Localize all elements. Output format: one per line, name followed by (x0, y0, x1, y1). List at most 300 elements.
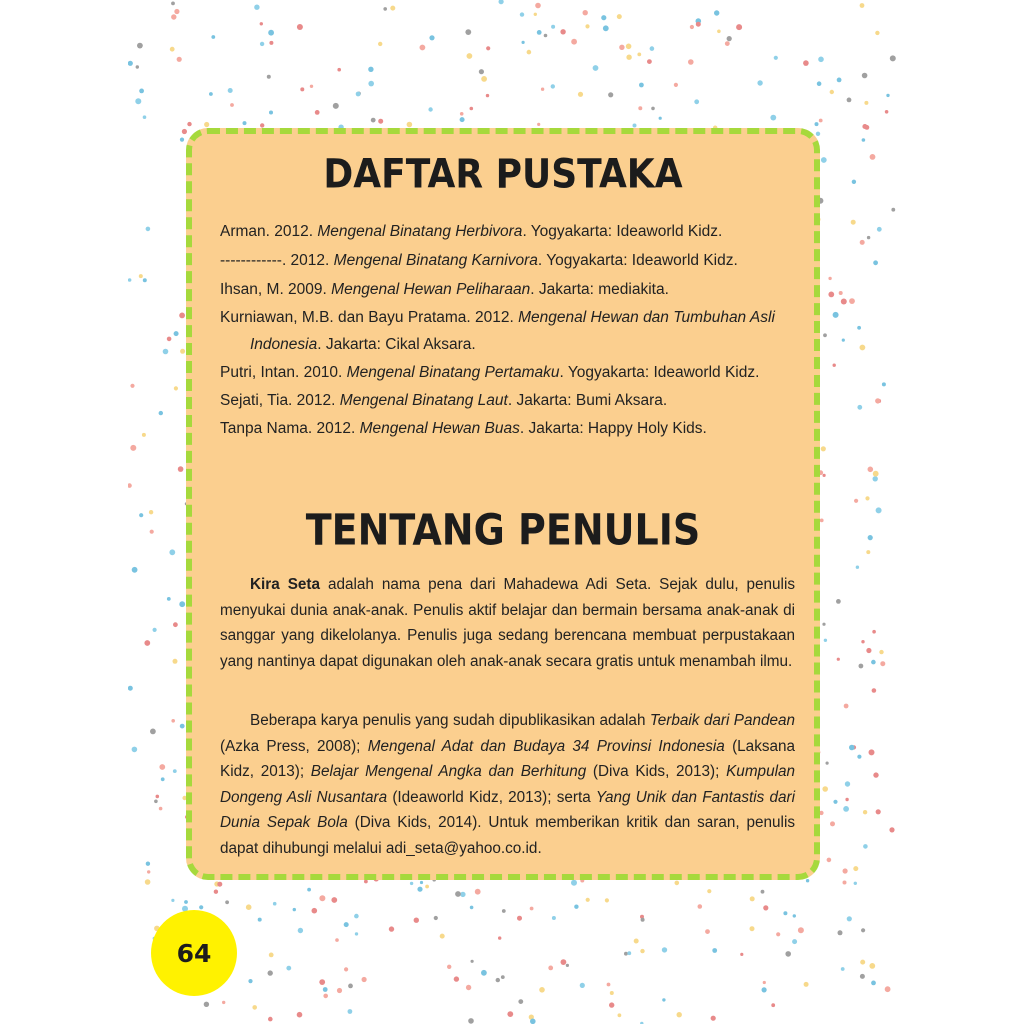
confetti-dot (877, 227, 882, 232)
confetti-dot (803, 60, 809, 66)
confetti-dot (857, 326, 861, 330)
confetti-dot (269, 111, 273, 115)
confetti-dot (537, 123, 540, 126)
confetti-dot (159, 411, 163, 415)
confetti-dot (677, 1012, 682, 1017)
confetti-dot (861, 928, 865, 932)
confetti-dot (872, 688, 877, 693)
confetti-dot (460, 112, 464, 116)
confetti-dot (460, 892, 465, 897)
confetti-dot (530, 907, 534, 911)
confetti-dot (246, 904, 252, 910)
confetti-dot (171, 719, 175, 723)
confetti-dot (260, 22, 263, 25)
confetti-dot (136, 65, 139, 68)
confetti-dot (818, 57, 824, 63)
confetti-dot (890, 55, 896, 61)
confetti-dot (222, 1001, 225, 1004)
confetti-dot (378, 119, 383, 124)
confetti-dot (298, 928, 303, 933)
confetti-dot (757, 80, 762, 85)
author-name: Kira Seta (250, 576, 321, 593)
bibliography-entry: Arman. 2012. Mengenal Binatang Herbivora. Yogyakarta: Ideaworld Kidz. (220, 223, 723, 240)
confetti-dot (868, 467, 874, 473)
confetti-dot (714, 10, 719, 15)
confetti-dot (378, 42, 382, 46)
confetti-dot (179, 313, 185, 319)
confetti-dot (267, 75, 271, 79)
confetti-dot (132, 747, 138, 753)
confetti-dot (143, 278, 147, 282)
confetti-dot (268, 1017, 273, 1022)
confetti-dot (323, 994, 328, 999)
confetti-dot (307, 888, 311, 892)
confetti-dot (885, 986, 891, 992)
confetti-dot (184, 900, 188, 904)
confetti-dot (143, 115, 147, 119)
confetti-dot (337, 988, 342, 993)
confetti-dot (499, 0, 504, 4)
confetti-dot (179, 601, 185, 607)
confetti-dot (804, 982, 809, 987)
confetti-dot (861, 640, 864, 643)
confetti-dot (827, 858, 832, 863)
confetti-dot (862, 138, 866, 142)
confetti-dot (337, 68, 341, 72)
confetti-dot (851, 220, 856, 225)
confetti-dot (823, 333, 827, 337)
confetti-dot (865, 496, 869, 500)
confetti-dot (260, 42, 264, 46)
confetti-dot (880, 661, 885, 666)
confetti-dot (860, 240, 865, 245)
confetti-dot (214, 890, 218, 894)
confetti-dot (845, 798, 848, 801)
confetti-dot (323, 987, 328, 992)
confetti-dot (146, 227, 151, 232)
confetti-dot (862, 124, 867, 129)
confetti-dot (142, 433, 146, 437)
confetti-dot (740, 953, 743, 956)
confetti-dot (651, 107, 655, 111)
confetti-dot (154, 800, 158, 804)
confetti-dot (173, 622, 178, 627)
confetti-dot (258, 918, 262, 922)
confetti-dot (171, 899, 174, 902)
confetti-dot (481, 970, 487, 976)
confetti-dot (871, 660, 876, 665)
confetti-dot (792, 939, 797, 944)
confetti-dot (174, 331, 179, 336)
confetti-dot (856, 566, 859, 569)
confetti-dot (860, 3, 865, 8)
confetti-dot (822, 786, 828, 792)
confetti-dot (873, 772, 878, 777)
confetti-dot (806, 879, 809, 882)
confetti-dot (843, 806, 849, 812)
confetti-dot (837, 78, 842, 83)
confetti-dot (344, 967, 348, 971)
confetti-dot (178, 466, 184, 472)
confetti-dot (434, 916, 438, 920)
confetti-dot (420, 881, 423, 884)
confetti-dot (854, 499, 858, 503)
confetti-dot (857, 755, 861, 759)
confetti-dot (362, 977, 367, 982)
confetti-dot (566, 964, 569, 967)
confetti-dot (248, 979, 252, 983)
confetti-dot (833, 800, 837, 804)
confetti-dot (608, 92, 613, 97)
confetti-dot (776, 932, 780, 936)
confetti-dot (551, 84, 555, 88)
confetti-dot (793, 914, 796, 917)
confetti-dot (355, 932, 358, 935)
bibliography-entry: Sejati, Tia. 2012. Mengenal Binatang Laut. Jakarta: Bumi Aksara. (220, 392, 668, 409)
confetti-dot (204, 1002, 209, 1007)
confetti-dot (601, 15, 606, 20)
confetti-dot (842, 339, 845, 342)
confetti-dot (639, 83, 644, 88)
confetti-dot (619, 45, 624, 50)
confetti-dot (844, 704, 849, 709)
confetti-dot (641, 918, 645, 922)
about-paragraph-1: Kira Seta adalah nama pena dari Mahadewa Adi Seta. Sejak dulu, penulis menyukai dunia anak-anak. Penulis aktif belajar dan bermain bersama anak-anak di sanggar yang dikelolanya. Penulis juga sedang berencana membuat perpustakaan yang nantinya dapat digunakan oleh anak-anak secara gratis untuk menambah ilmu. (220, 576, 795, 670)
confetti-dot (617, 14, 622, 19)
confetti-dot (128, 61, 133, 66)
confetti-dot (180, 349, 185, 354)
confetti-dot (886, 94, 889, 97)
confetti-dot (159, 807, 163, 811)
confetti-dot (467, 53, 473, 59)
confetti-dot (638, 106, 642, 110)
confetti-dot (762, 987, 767, 992)
bibliography-entry: Kurniawan, M.B. dan Bayu Pratama. 2012. Mengenal Hewan dan Tumbuhan Asli Indonesia. Jakarta: Cikal Aksara. (220, 309, 775, 353)
confetti-dot (354, 914, 359, 919)
confetti-dot (761, 890, 765, 894)
confetti-dot (727, 36, 732, 41)
confetti-dot (605, 898, 609, 902)
confetti-dot (364, 880, 368, 884)
confetti-dot (410, 882, 413, 885)
confetti-dot (626, 55, 631, 60)
confetti-dot (868, 535, 873, 540)
confetti-dot (170, 47, 175, 52)
confetti-dot (821, 157, 827, 163)
confetti-dot (891, 208, 895, 212)
confetti-dot (479, 69, 484, 74)
confetti-dot (128, 686, 133, 691)
confetti-dot (866, 550, 870, 554)
confetti-dot (535, 3, 541, 9)
confetti-dot (383, 7, 387, 11)
confetti-dot (783, 911, 787, 915)
confetti-dot (873, 476, 878, 481)
confetti-dot (496, 978, 500, 982)
confetti-dot (711, 1016, 716, 1021)
confetti-dot (627, 951, 631, 955)
confetti-dot (736, 24, 742, 30)
confetti-dot (852, 180, 856, 184)
confetti-dot (447, 965, 451, 969)
confetti-dot (586, 898, 590, 902)
confetti-dot (468, 1018, 474, 1024)
confetti-dot (618, 1013, 622, 1017)
confetti-dot (843, 881, 847, 885)
confetti-dot (254, 5, 259, 10)
confetti-dot (149, 510, 153, 514)
confetti-dot (821, 446, 826, 451)
confetti-dot (390, 6, 395, 11)
confetti-dot (574, 905, 578, 909)
confetti-dot (161, 777, 165, 781)
confetti-dot (633, 124, 637, 128)
confetti-dot (310, 85, 313, 88)
confetti-dot (137, 43, 143, 49)
confetti-dot (864, 101, 868, 105)
confetti-dot (466, 985, 471, 990)
confetti-dot (465, 29, 471, 35)
confetti-dot (854, 882, 857, 885)
confetti-dot (315, 110, 320, 115)
confetti-dot (344, 922, 349, 927)
confetti-dot (871, 981, 876, 986)
confetti-dot (517, 916, 522, 921)
confetti-dot (132, 567, 138, 573)
confetti-dot (725, 41, 730, 46)
confetti-dot (356, 92, 361, 97)
confetti-dot (159, 764, 165, 770)
confetti-dot (833, 312, 839, 318)
confetti-dot (603, 25, 609, 31)
confetti-dot (583, 10, 588, 15)
confetti-dot (647, 59, 652, 64)
confetti-dot (319, 895, 325, 901)
confetti-dot (507, 1011, 513, 1017)
confetti-dot (816, 132, 820, 136)
confetti-dot (857, 405, 862, 410)
confetti-dot (610, 991, 614, 995)
confetti-dot (163, 349, 169, 355)
confetti-dot (335, 938, 339, 942)
confetti-dot (537, 30, 542, 35)
confetti-dot (428, 107, 432, 111)
confetti-dot (209, 92, 213, 96)
confetti-dot (217, 882, 222, 887)
confetti-dot (882, 382, 886, 386)
confetti-dot (859, 664, 864, 669)
confetti-dot (833, 364, 836, 367)
confetti-dot (822, 623, 825, 626)
confetti-dot (824, 639, 827, 642)
confetti-dot (688, 59, 694, 65)
confetti-dot (534, 13, 537, 16)
about-paragraph-2: Beberapa karya penulis yang sudah dipublikasikan adalah Terbaik dari Pandean (Azka Press, 2008); Mengenal Adat dan Budaya 34 Provinsi Indonesia (Laksana Kidz, 2013); Belajar Mengenal Angka dan Berhitung (Diva Kids, 2013); Kumpulan Dongeng Asli Nusantara (Ideaworld Kidz, 2013); serta Yang Unik dan Fantastis dari Dunia Sepak Bola (Diva Kids, 2014). Untuk memberikan kritik dan saran, penulis dapat dihubungi melalui adi_seta@yahoo.co.id. (220, 712, 796, 857)
confetti-dot (348, 1009, 353, 1014)
confetti-dot (268, 970, 273, 975)
confetti-dot (541, 88, 544, 91)
confetti-dot (626, 44, 632, 50)
confetti-dot (169, 549, 175, 555)
confetti-dot (771, 1003, 775, 1007)
confetti-dot (862, 73, 868, 79)
about-author-heading: TENTANG PENULIS (305, 505, 701, 555)
confetti-dot (551, 25, 555, 29)
confetti-dot (624, 952, 628, 956)
confetti-dot (841, 967, 845, 971)
confetti-dot (368, 81, 374, 87)
confetti-dot (420, 45, 426, 51)
confetti-dot (830, 821, 835, 826)
confetti-dot (552, 916, 556, 920)
confetti-dot (144, 640, 150, 646)
confetti-dot (561, 959, 567, 965)
confetti-dot (836, 599, 841, 604)
confetti-dot (873, 471, 879, 477)
bibliography-entry: ------------. 2012. Mengenal Binatang Karnivora. Yogyakarta: Ideaworld Kidz. (220, 252, 738, 269)
confetti-dot (889, 827, 894, 832)
confetti-dot (876, 507, 882, 513)
confetti-dot (675, 881, 680, 886)
confetti-dot (389, 926, 394, 931)
confetti-dot (153, 628, 157, 632)
confetti-dot (187, 122, 191, 126)
confetti-dot (815, 122, 819, 126)
confetti-dot (429, 35, 434, 40)
confetti-dot (520, 12, 524, 16)
confetti-dot (486, 46, 490, 50)
bibliography-entry: Tanpa Nama. 2012. Mengenal Hewan Buas. Jakarta: Happy Holy Kids. (220, 420, 707, 437)
confetti-dot (470, 906, 474, 910)
confetti-dot (260, 123, 264, 127)
confetti-dot (659, 117, 662, 120)
confetti-dot (228, 88, 233, 93)
confetti-dot (869, 963, 875, 969)
confetti-dot (522, 41, 525, 44)
confetti-dot (637, 53, 641, 57)
confetti-dot (417, 887, 422, 892)
confetti-dot (694, 99, 699, 104)
confetti-dot (180, 724, 185, 729)
confetti-dot (571, 880, 577, 886)
confetti-dot (674, 83, 678, 87)
confetti-dot (819, 119, 823, 123)
confetti-dot (269, 953, 274, 958)
confetti-dot (182, 129, 187, 134)
confetti-dot (634, 939, 639, 944)
confetti-dot (475, 889, 481, 895)
confetti-dot (331, 897, 337, 903)
confetti-dot (139, 513, 143, 517)
confetti-dot (530, 1019, 536, 1024)
confetti-dot (607, 983, 611, 987)
confetti-dot (585, 24, 589, 28)
confetti-dot (167, 337, 172, 342)
confetti-dot (853, 866, 858, 871)
confetti-dot (204, 122, 209, 127)
confetti-dot (593, 65, 599, 71)
confetti-dot (269, 41, 273, 45)
confetti-dot (414, 918, 419, 923)
confetti-dot (867, 236, 870, 239)
confetti-dot (866, 648, 871, 653)
confetti-dot (454, 976, 459, 981)
confetti-dot (486, 94, 489, 97)
confetti-dot (750, 926, 755, 931)
confetti-dot (696, 22, 701, 27)
confetti-dot (837, 658, 840, 661)
confetti-dot (872, 630, 876, 634)
confetti-dot (560, 29, 565, 34)
confetti-dot (297, 24, 303, 30)
confetti-dot (662, 998, 665, 1001)
bibliography-heading: DAFTAR PUSTAKA (323, 151, 683, 198)
confetti-dot (823, 474, 826, 477)
confetti-dot (774, 56, 778, 60)
confetti-dot (885, 110, 889, 114)
confetti-dot (460, 117, 465, 122)
confetti-dot (578, 92, 583, 97)
confetti-dot (763, 981, 766, 984)
confetti-dot (135, 98, 141, 104)
confetti-dot (838, 930, 843, 935)
confetti-dot (286, 966, 291, 971)
confetti-dot (312, 908, 318, 914)
confetti-dot (662, 947, 667, 952)
confetti-dot (640, 949, 644, 953)
confetti-dot (817, 81, 822, 86)
confetti-dot (293, 908, 296, 911)
confetti-dot (174, 9, 179, 14)
confetti-dot (502, 909, 506, 913)
confetti-dot (440, 934, 445, 939)
confetti-dot (847, 916, 852, 921)
confetti-dot (544, 34, 548, 38)
confetti-dot (548, 966, 553, 971)
confetti-dot (847, 98, 852, 103)
confetti-dot (518, 999, 523, 1004)
confetti-dot (498, 936, 501, 939)
confetti-dot (527, 50, 532, 55)
confetti-dot (609, 1002, 614, 1007)
confetti-dot (839, 291, 843, 295)
confetti-dot (705, 929, 710, 934)
confetti-dot (128, 483, 132, 488)
confetti-dot (333, 103, 339, 109)
confetti-dot (763, 905, 768, 910)
confetti-dot (225, 900, 229, 904)
confetti-dot (826, 762, 829, 765)
confetti-dot (471, 960, 474, 963)
confetti-dot (130, 445, 136, 451)
confetti-dot (712, 948, 717, 953)
confetti-dot (455, 891, 461, 897)
confetti-dot (580, 983, 585, 988)
confetti-dot (875, 31, 879, 35)
confetti-dot (863, 810, 867, 814)
confetti-dot (177, 57, 182, 62)
confetti-dot (139, 89, 144, 94)
confetti-dot (843, 868, 848, 873)
confetti-dot (849, 298, 855, 304)
confetti-dot (368, 67, 373, 72)
confetti-dot (863, 844, 868, 849)
confetti-dot (268, 30, 274, 36)
confetti-dot (171, 14, 176, 19)
confetti-dot (348, 984, 353, 989)
confetti-dot (147, 870, 150, 873)
confetti-dot (690, 25, 694, 29)
